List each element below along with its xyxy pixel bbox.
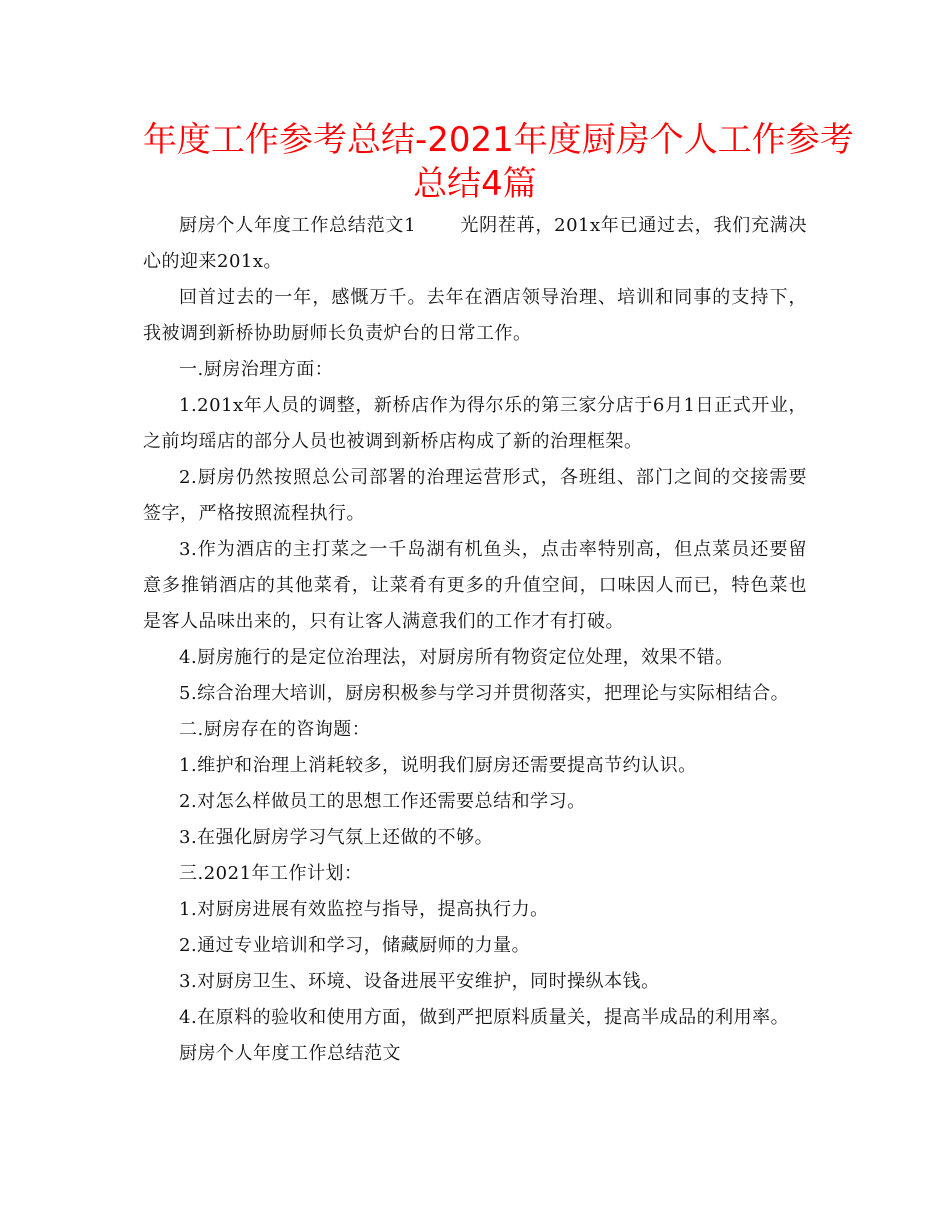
paragraph-7: 1.维护和治理上消耗较多，说明我们厨房还需要提高节约认识。: [179, 755, 697, 776]
paragraph-12: 3.对厨房卫生、环境、设备进展平安维护，同时操纵本钱。: [179, 971, 660, 992]
document-title: [143, 118, 854, 206]
next-section-label: 厨房个人年度工作总结范文: [179, 1043, 401, 1064]
paragraph-8: 2.对怎么样做员工的思想工作还需要总结和学习。: [179, 791, 586, 812]
intro-label: 厨房个人年度工作总结范文1: [179, 215, 417, 236]
paragraph-9: 3.在强化厨房学习气氛上还做的不够。: [179, 827, 494, 848]
intro-paragraph: [143, 208, 807, 280]
paragraph-2: 1.201x年人员的调整，新桥店作为得尔乐的第三家分店于6月1日正式开业，之前均瑶店的部分人员也被调到新桥店构成了新的治理框架。: [143, 395, 807, 452]
title-line-1: 年度工作参考总结-2021年度厨房个人工作参考: [143, 120, 854, 160]
paragraph-5: 4.厨房施行的是定位治理法，对厨房所有物资定位处理，效果不错。: [179, 647, 734, 668]
title-line-2: 总结4篇: [413, 164, 537, 204]
paragraph-3: 2.厨房仍然按照总公司部署的治理运营形式，各班组、部门之间的交接需要签字，严格按照流程执行。: [143, 467, 807, 524]
paragraph-1: 回首过去的一年，感慨万千。去年在酒店领导治理、培训和同事的支持下，我被调到新桥协助厨师长负责炉台的日常工作。: [143, 287, 807, 344]
document-body: [143, 208, 807, 1072]
intro-text: 光阴茬苒，201x年已通过去，我们充满决心的迎来201x。: [143, 215, 807, 272]
paragraph-10: 1.对厨房进展有效监控与指导，提高执行力。: [179, 899, 549, 920]
paragraph-4: 3.作为酒店的主打菜之一千岛湖有机鱼头，点击率特别高，但点菜员还要留意多推销酒店的其他菜肴，让菜肴有更多的升值空间，口味因人而已，特色菜也是客人品味出来的，只有让客人满意我们的工作才有打破。: [143, 539, 807, 632]
paragraph-6: 5.综合治理大培训，厨房积极参与学习并贯彻落实，把理论与实际相结合。: [179, 683, 790, 704]
section-heading-2: 二.厨房存在的咨询题：: [179, 719, 371, 740]
section-heading-1: 一.厨房治理方面：: [179, 359, 334, 380]
section-heading-3: 三.2021年工作计划：: [179, 863, 363, 884]
paragraph-13: 4.在原料的验收和使用方面，做到严把原料质量关，提高半成品的利用率。: [179, 1007, 790, 1028]
paragraph-11: 2.通过专业培训和学习，储藏厨师的力量。: [179, 935, 531, 956]
